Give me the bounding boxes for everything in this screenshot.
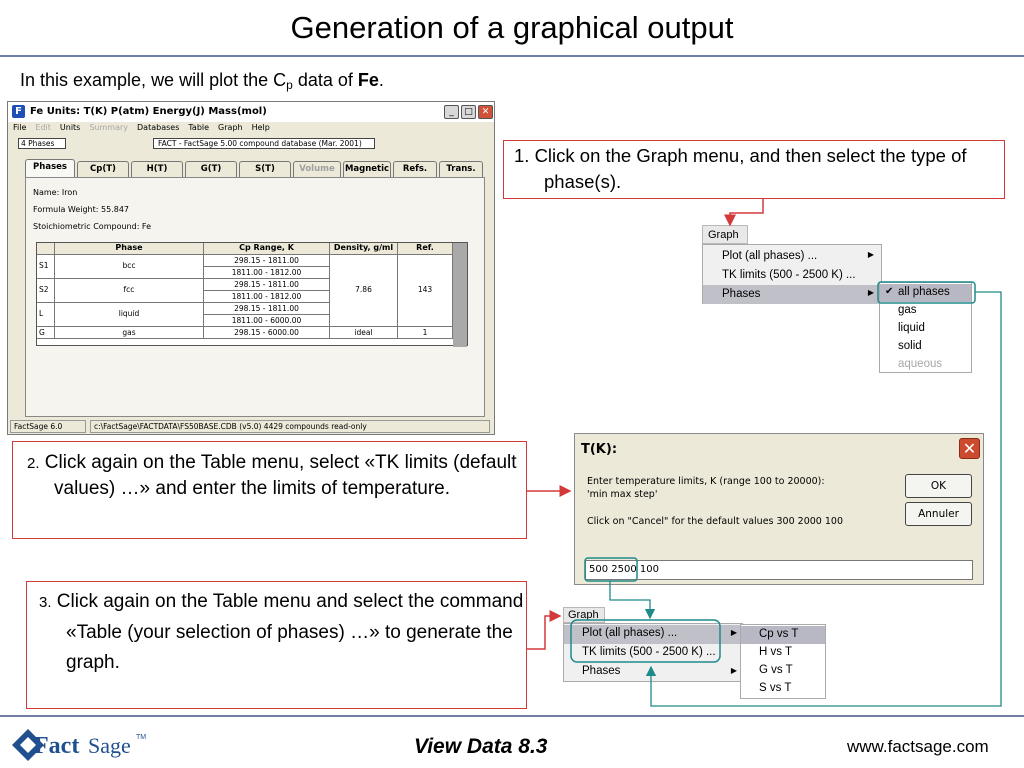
column-header-phase: Phase [55,243,204,255]
step-3-arrow [527,616,560,649]
column-header-density: Density, g/ml [330,243,398,255]
graph-menu-dropdown-2 [563,623,743,682]
submenu-arrow-icon: ▶ [730,666,737,675]
formula-weight: Formula Weight: 55.847 [33,205,129,214]
graph-menu-title-2[interactable]: Graph [563,607,605,623]
menu-table[interactable]: Table [188,123,210,132]
tab-refs[interactable]: Refs. [393,161,437,177]
dialog-format-hint: 'min max step' [587,489,658,500]
row-id-g[interactable]: G [37,327,55,339]
plot-submenu [740,624,826,699]
row-range-s1-b: 1811.00 - 1812.00 [204,267,330,279]
svg-text:TM: TM [136,734,147,741]
tab-volume: Volume [293,161,341,177]
menu-item-plot-label: Plot (all phases) ... [722,250,818,262]
table-scroll-area[interactable] [453,243,467,347]
footer-section-label: View Data 8.3 [414,735,548,758]
factsage-app-icon: F [12,105,25,118]
tab-magnetic[interactable]: Magnetic [343,161,391,177]
menu-summary: Summary [89,123,129,132]
step-3-text-block [39,587,526,678]
step-3-number: 3. [39,594,52,611]
view-data-window [7,101,495,435]
title-divider [0,55,1024,57]
dialog-instruction-line: Enter temperature limits, K (range 100 to 20000): [587,476,825,487]
footer-divider [0,715,1024,717]
window-menubar [8,123,494,136]
phases-panel [25,177,485,417]
menu-databases[interactable]: Databases [137,123,180,132]
row-range-s2-a: 298.15 - 1811.00 [204,279,330,291]
submenu-item-cp-vs-t[interactable]: Cp vs T [741,626,825,644]
intro-text [20,70,384,92]
tab-phases[interactable]: Phases [25,159,75,177]
row-phase-bcc[interactable]: bcc [55,255,204,279]
submenu-item-solid[interactable]: solid [898,340,922,352]
row-range-l-a: 298.15 - 1811.00 [204,303,330,315]
tab-g[interactable]: G(T) [185,161,237,177]
menu-item-plot-2-label: Plot (all phases) ... [582,627,678,639]
graph-menu-title[interactable]: Graph [702,225,748,244]
svg-text:Sage: Sage [88,733,131,758]
row-id-l[interactable]: L [37,303,55,327]
step-2-callout [12,441,527,539]
submenu-item-aqueous: aqueous [898,358,943,370]
submenu-item-h-vs-t[interactable]: H vs T [759,646,793,658]
status-database-path: c:\FactSage\FACTDATA\FS50BASE.CDB (v5.0) 4429 compounds read-only [90,420,490,433]
checkmark-icon: ✔ [885,286,894,297]
phases-table [36,242,468,346]
close-icon[interactable]: ✕ [478,105,493,119]
cancel-button[interactable]: Annuler [905,502,972,526]
temperature-limits-input[interactable]: 500 2500 100 [585,560,973,580]
column-header-cp-range: Cp Range, K [204,243,330,255]
row-phase-fcc[interactable]: fcc [55,279,204,303]
temperature-limits-dialog [574,433,984,585]
ok-button[interactable]: OK [905,474,972,498]
step-2-text: Click again on the Table menu, select «TK limits (default values) …» and enter the limits of temperature. [39,452,517,499]
row-phase-liquid[interactable]: liquid [55,303,204,327]
stoichiometric-compound: Stoichiometric Compound: Fe [33,222,152,231]
menu-graph[interactable]: Graph [218,123,243,132]
intro-subscript: p [286,78,293,92]
compound-name: Name: Iron [33,188,78,197]
step-2-text-block [27,450,526,501]
submenu-item-liquid[interactable]: liquid [898,322,925,334]
intro-text-end: . [378,70,384,90]
menu-units[interactable]: Units [59,123,81,132]
menu-item-tk-limits[interactable] [703,266,881,285]
window-title: Fe Units: T(K) P(atm) Energy(J) Mass(mol) [30,106,267,117]
tab-s[interactable]: S(T) [239,161,291,177]
svg-text:Fact: Fact [34,733,80,759]
density-value-gas: ideal [330,327,398,339]
menu-item-phases-2[interactable] [564,663,742,682]
row-id-s2[interactable]: S2 [37,279,55,303]
menu-item-tk-limits-label: TK limits (500 - 2500 K) ... [722,269,856,281]
step-1-callout [503,140,1005,199]
step-2-number: 2. [27,455,40,472]
tab-trans[interactable]: Trans. [439,161,483,177]
step-3-text: Click again on the Table menu and select the command «Table (your selection of phases) …» to generate the graph. [51,591,524,673]
status-version: FactSage 6.0 [10,420,86,433]
column-header-ref: Ref. [398,243,453,255]
footer-url-link[interactable]: www.factsage.com [847,737,989,756]
row-phase-gas[interactable]: gas [55,327,204,339]
property-tabs [25,160,485,177]
graph-menu-dropdown [702,244,882,304]
factsage-logo [8,723,158,765]
step-1-text: 1. Click on the Graph menu, and then select the type of phase(s). [514,145,967,192]
intro-text-start: In this example, we will plot the C [20,70,287,90]
row-range-g: 298.15 - 6000.00 [204,327,330,339]
window-titlebar[interactable] [8,102,494,122]
row-range-s2-b: 1811.00 - 1812.00 [204,291,330,303]
input-to-menu-arrow [610,581,650,618]
dialog-close-icon[interactable]: ✕ [959,438,980,459]
minimize-icon[interactable]: _ [444,105,459,119]
dialog-default-hint: Click on "Cancel" for the default values 300 2000 100 [587,516,843,527]
menu-item-tk-limits-2[interactable] [564,644,742,663]
row-id-s1[interactable]: S1 [37,255,55,279]
dialog-title: T(K): [581,442,618,457]
phases-count-select[interactable]: 4 Phases [18,138,66,149]
submenu-arrow-icon: ▶ [730,628,737,637]
submenu-item-all-phases[interactable] [880,284,971,302]
submenu-arrow-icon: ▶ [867,250,874,259]
factsage-logo-mark-icon [8,723,158,765]
row-range-l-b: 1811.00 - 6000.00 [204,315,330,327]
submenu-arrow-icon: ▶ [867,288,874,297]
menu-help[interactable]: Help [251,123,270,132]
tab-h[interactable]: H(T) [131,161,183,177]
submenu-item-all-phases-label: all phases [898,286,950,298]
table-header-blank [37,243,55,255]
database-select[interactable]: FACT - FactSage 5.00 compound database (Mar. 2001) [153,138,375,149]
submenu-item-gas[interactable]: gas [898,304,917,316]
submenu-item-s-vs-t[interactable]: S vs T [759,682,792,694]
slide-title: Generation of a graphical output [290,10,734,45]
menu-item-phases-label: Phases [722,288,761,300]
menu-file[interactable]: File [13,123,27,132]
intro-element: Fe [357,70,379,90]
tab-cp[interactable]: Cp(T) [77,161,129,177]
density-value-condensed: 7.86 [330,255,398,327]
menu-item-phases-2-label: Phases [582,665,621,677]
intro-text-mid: data of [292,70,358,90]
ref-value-gas: 1 [398,327,453,339]
menu-item-phases[interactable] [703,285,881,304]
step-1-arrow [730,199,763,225]
row-range-s1-a: 298.15 - 1811.00 [204,255,330,267]
phases-submenu [879,282,972,373]
menu-item-tk-limits-2-label: TK limits (500 - 2500 K) ... [582,646,716,658]
maximize-icon[interactable]: □ [461,105,476,119]
menu-edit: Edit [35,123,51,132]
submenu-item-g-vs-t[interactable]: G vs T [759,664,793,676]
step-3-callout [26,581,527,709]
menu-item-plot[interactable] [703,247,881,266]
ref-value-condensed: 143 [398,255,453,327]
menu-item-plot-2[interactable] [564,625,742,644]
